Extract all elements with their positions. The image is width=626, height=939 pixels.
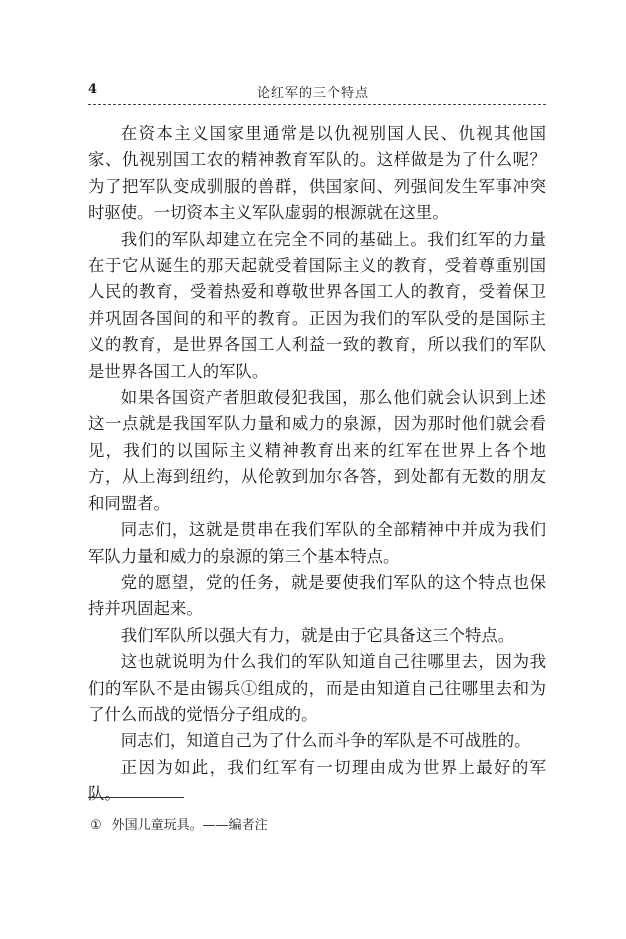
- paragraph-6: 我们军队所以强大有力，就是由于它具备这三个特点。: [120, 625, 515, 645]
- paragraph-4: 同志们，这就是贯串在我们军队的全部精神中并成为我们军队力量和威力的泉源的第三个基本特点。: [88, 520, 546, 566]
- footnote-marker: ①: [90, 818, 102, 833]
- running-title: 论红军的三个特点: [256, 86, 369, 101]
- body-text: [88, 121, 546, 808]
- paragraph-9: 正因为如此，我们红军有一切理由成为世界上最好的军队。: [88, 757, 546, 804]
- paragraph-7: 这也就说明为什么我们的军队知道自己往哪里去，因为我们的军队不是由锡兵①组成的，而是由知道自己往哪里去和为了什么而战的觉悟分子组成的。: [88, 652, 546, 724]
- paragraph-2: 我们的军队却建立在完全不同的基础上。我们红军的力量在于它从诞生的那天起就受着国际主义的教育，受着尊重别国人民的教育，受着热爱和尊敬世界各国工人的教育，受着保卫并巩固各国间的和平的教育。正因为我们的军队受的是国际主义的教育，是世界各国工人利益一致的教育，所以我们的军队是世界各国工人的军队。: [88, 229, 546, 381]
- footnote: [90, 817, 268, 835]
- page-number: 4: [88, 82, 98, 97]
- paragraph-3: 如果各国资产者胆敢侵犯我国，那么他们就会认识到上述这一点就是我国军队力量和威力的泉源，因为那时他们就会看见，我们的以国际主义精神教育出来的红军在世界上各个地方，从上海到纽约，从伦敦到加尔各答，到处都有无数的朋友和同盟者。: [88, 388, 546, 513]
- paragraph-5: 党的愿望，党的任务，就是要使我们军队的这个特点也保持并巩固起来。: [88, 572, 546, 619]
- header-rule: [88, 104, 546, 105]
- footnote-rule: [88, 797, 184, 798]
- paragraph-8: 同志们，知道自己为了什么而斗争的军队是不可战胜的。: [120, 731, 531, 751]
- footnote-text: 外国儿童玩具。——编者注: [111, 818, 268, 833]
- paragraph-1: 在资本主义国家里通常是以仇视别国人民、仇视其他国家、仇视别国工农的精神教育军队的。这样做是为了什么呢？为了把军队变成驯服的兽群，供国家间、列强间发生军事冲突时驱使。一切资本主义军队虚弱的根源就在这里。: [88, 124, 546, 223]
